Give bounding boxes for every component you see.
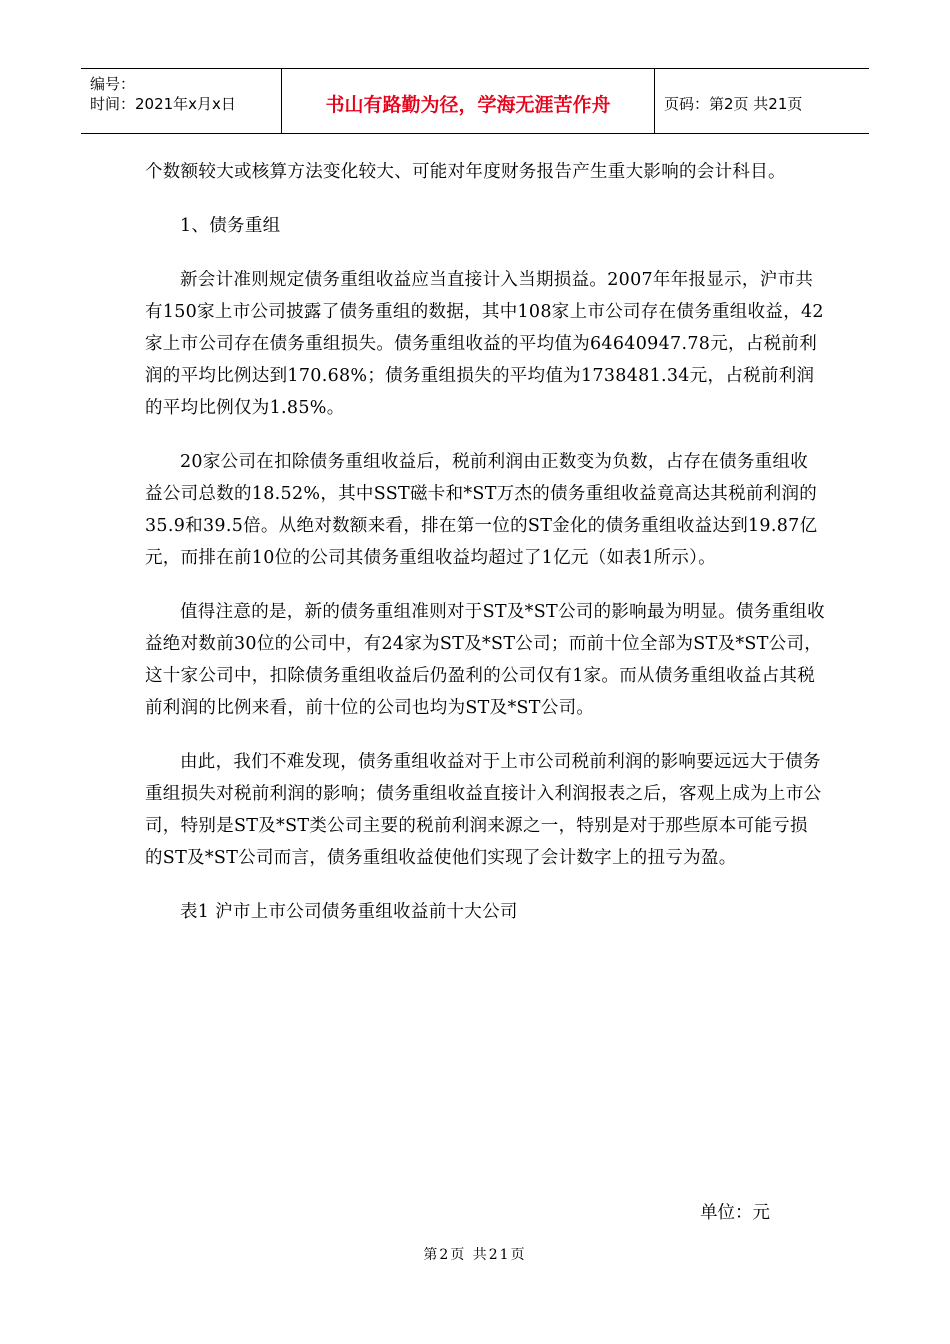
page-header (81, 68, 869, 134)
table-caption: 表1 沪市上市公司债务重组收益前十大公司 (180, 902, 518, 922)
paragraph-debt-restructuring-stats: 新会计准则规定债务重组收益应当直接计入当期损益。2007年年报显示，沪市共有150家上市公司披露了债务重组的数据，其中108家上市公司存在债务重组收益，42家上市公司存在债务重组损失。债务重组收益的平均值为64640947.78元，占税前利润的平均比例达到170.68%；债务重组损失的平均值为1738481.34元，占税前利润的平均比例仅为1.85%。 (145, 270, 824, 418)
paragraph-loss-conversion: 20家公司在扣除债务重组收益后，税前利润由正数变为负数，占存在债务重组收益公司总数的18.52%，其中SST磁卡和*ST万杰的债务重组收益竟高达其税前利润的35.9和39.5倍。从绝对数额来看，排在第一位的ST金化的债务重组收益达到19.87亿元，而排在前10位的公司其债务重组收益均超过了1亿元（如表1所示）。 (145, 452, 818, 568)
paragraph-st-impact: 值得注意的是，新的债务重组准则对于ST及*ST公司的影响最为明显。债务重组收益绝对数前30位的公司中，有24家为ST及*ST公司；而前十位全部为ST及*ST公司，这十家公司中，扣除债务重组收益后仍盈利的公司仅有1家。而从债务重组收益占其税前利润的比例来看，前十位的公司也均为ST及*ST公司。 (145, 602, 825, 718)
header-page-number: 页码：第2页 共21页 (664, 94, 803, 113)
document-number-label: 编号： (90, 75, 136, 93)
document-body (145, 156, 825, 952)
table-unit-label: 单位：元 (700, 1203, 770, 1223)
paragraph-continuation: 个数额较大或核算方法变化较大、可能对年度财务报告产生重大影响的会计科目。 (145, 162, 786, 182)
page-footer: 第2页 共21页 (423, 1247, 527, 1263)
paragraph-conclusion: 由此，我们不难发现，债务重组收益对于上市公司税前利润的影响要远远大于债务重组损失对税前利润的影响；债务重组收益直接计入利润报表之后，客观上成为上市公司，特别是ST及*ST类公司主要的税前利润来源之一，特别是对于那些原本可能亏损的ST及*ST公司而言，债务重组收益使他们实现了会计数字上的扭亏为盈。 (145, 752, 822, 868)
section-heading: 1、债务重组 (180, 216, 281, 236)
document-time-label: 时间：2021年x月x日 (90, 95, 236, 113)
header-meta (81, 69, 282, 133)
header-motto: 书山有路勤为径，学海无涯苦作舟 (282, 69, 655, 133)
